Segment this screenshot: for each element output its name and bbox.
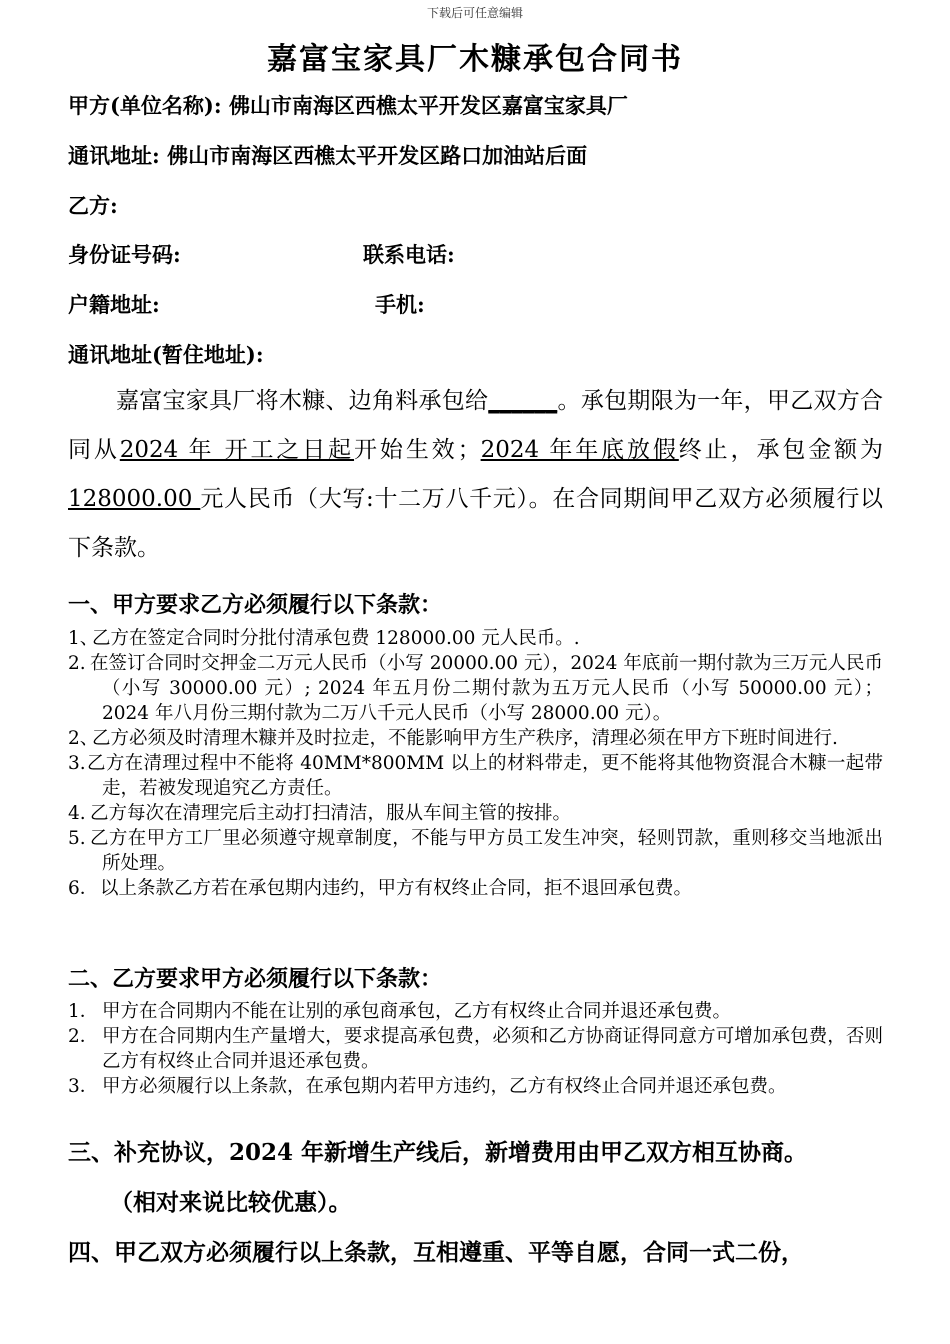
intro-text-1: 嘉富宝家具厂将木糠、边角料承包给 xyxy=(116,388,489,414)
section-1-list xyxy=(68,626,883,901)
item-text: 在签订合同时交押金二万元人民币（小写 20000.00 元），2024 年底前一期付款为三万元人民币（小写 30000.00 元）; 2024 年五月份二期付款为五万元人民币（小写 50000.00 元）；2024 年八月份三期付款为二万八千元人民币（小写 28000.00 元）。 xyxy=(90,653,883,724)
contract-amount: 128000.00 xyxy=(68,486,201,512)
item-text: 乙方在甲方工厂里必须遵守规章制度，不能与甲方员工发生冲突，轻则罚款，重则移交当地派出所处理。 xyxy=(90,828,883,874)
section-3-line-1: 三、补充协议，2024 年新增生产线后，新增费用由甲乙双方相互协商。 xyxy=(68,1139,808,1166)
item-number: 2、 xyxy=(68,728,99,749)
list-item xyxy=(68,876,883,901)
item-number: 1、 xyxy=(68,628,99,649)
item-number: 4. xyxy=(68,803,86,824)
list-item xyxy=(68,999,883,1024)
start-date: 2024 年 开工之日起 xyxy=(119,437,355,463)
intro-paragraph xyxy=(68,376,883,573)
section-2-list xyxy=(68,999,883,1099)
intro-text-4: 终止，承包金额为 xyxy=(678,437,884,463)
item-number: 2． xyxy=(68,1026,99,1047)
list-item xyxy=(68,826,883,876)
document-title: 嘉富宝家具厂木糠承包合同书 xyxy=(267,42,683,77)
intro-text-5: 元人民币（大写:十二万八千元）。在合同期间甲乙双方必须履行以下条款。 xyxy=(68,486,883,561)
list-item xyxy=(68,1074,883,1099)
list-item xyxy=(68,751,883,801)
section-2-heading: 二、乙方要求甲方必须履行以下条款： xyxy=(68,966,443,992)
party-a-line xyxy=(68,90,628,120)
household-address-label: 户籍地址: xyxy=(68,292,160,317)
item-number: 1． xyxy=(68,1001,99,1022)
item-text: 乙方每次在清理完后主动打扫清洁，服从车间主管的按排。 xyxy=(90,803,572,824)
party-a-value: 佛山市南海区西樵太平开发区嘉富宝家具厂 xyxy=(228,93,628,118)
mobile-label: 手机: xyxy=(375,292,425,317)
list-item xyxy=(68,651,883,726)
address-label: 通讯地址: xyxy=(68,143,160,168)
phone-label: 联系电话: xyxy=(363,242,455,267)
item-number: 5. xyxy=(68,828,86,849)
address-value: 佛山市南海区西樵太平开发区路口加油站后面 xyxy=(167,143,588,168)
item-text: 乙方在清理过程中不能将 40MM*800MM 以上的材料带走，更不能将其他物资混合木糠一起带走，若被发现追究乙方责任。 xyxy=(87,753,883,799)
temp-address-label: 通讯地址(暂住地址): xyxy=(68,342,264,367)
item-text: 乙方必须及时清理木糠并及时拉走，不能影响甲方生产秩序，清理必须在甲方下班时间进行. xyxy=(92,728,838,749)
contractor-blank: ______ xyxy=(488,387,558,414)
item-number: 6． xyxy=(68,878,99,899)
intro-text-2: 。承包期限为一年，甲乙双方合同从 xyxy=(68,388,884,463)
intro-text-3: 开始生效； xyxy=(354,437,481,463)
party-a-label: 甲方(单位名称): xyxy=(68,93,222,118)
id-number-label: 身份证号码: xyxy=(68,242,181,267)
section-3-line-2: （相对来说比较优惠）。 xyxy=(110,1189,352,1216)
item-text: 以上条款乙方若在承包期内违约，甲方有权终止合同，拒不退回承包费。 xyxy=(100,878,693,899)
list-item xyxy=(68,626,883,651)
address-line xyxy=(68,140,587,170)
list-item xyxy=(68,1024,883,1074)
header-note: 下载后可任意编辑 xyxy=(426,6,523,20)
section-1-heading: 一、甲方要求乙方必须履行以下条款： xyxy=(68,592,443,618)
list-item xyxy=(68,726,883,751)
item-number: 3． xyxy=(68,1076,99,1097)
item-text: 乙方在签定合同时分批付清承包费 128000.00 元人民币。. xyxy=(92,628,580,649)
list-item xyxy=(68,801,883,826)
item-text: 甲方必须履行以上条款，在承包期内若甲方违约，乙方有权终止合同并退还承包费。 xyxy=(102,1076,787,1097)
item-text: 甲方在合同期内不能在让别的承包商承包，乙方有权终止合同并退还承包费。 xyxy=(102,1001,732,1022)
item-number: 2. xyxy=(68,653,86,674)
party-b-label: 乙方: xyxy=(68,193,118,218)
item-text: 甲方在合同期内生产量增大，要求提高承包费，必须和乙方协商证得同意方可增加承包费，否则乙方有权终止合同并退还承包费。 xyxy=(102,1026,883,1072)
section-4-line-1: 四、甲乙双方必须履行以上条款，互相遵重、平等自愿，合同一式二份， xyxy=(68,1239,804,1266)
item-number: 3. xyxy=(68,753,86,774)
end-date: 2024 年年底放假 xyxy=(480,437,679,463)
